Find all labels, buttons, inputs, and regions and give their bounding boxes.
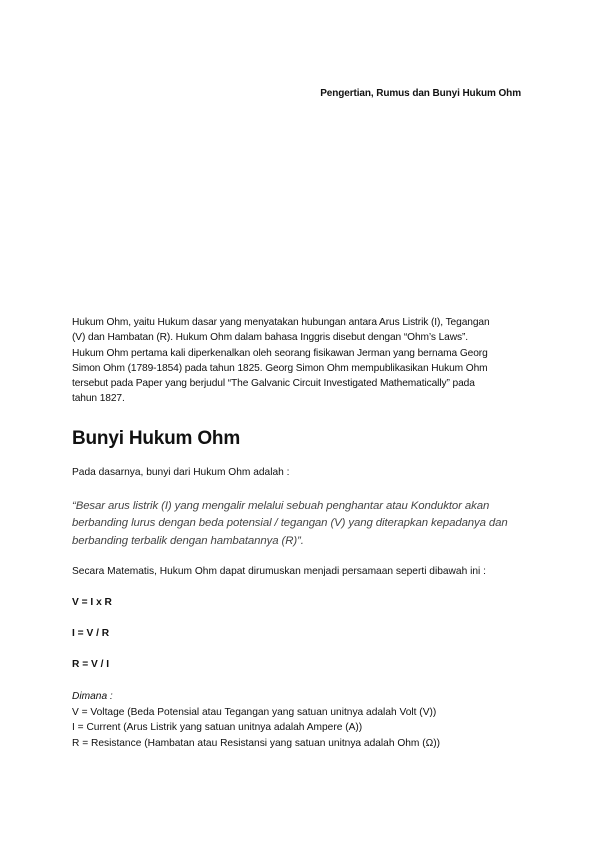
definition-voltage: V = Voltage (Beda Potensial atau Tegangan yang satuan unitnya adalah Volt (V)) (72, 706, 437, 718)
definition-resistance: R = Resistance (Hambatan atau Resistansi yang satuan unitnya adalah Ohm (Ω)) (72, 737, 441, 749)
formula-resistance: R = V / I (72, 659, 110, 671)
formula-voltage: V = I x R (72, 597, 112, 609)
intro-line: (V) dan Hambatan (R). Hukum Ohm dalam bahasa Inggris disebut dengan “Ohm’s Laws”. (72, 332, 469, 344)
lead-sentence: Pada dasarnya, bunyi dari Hukum Ohm adalah : (72, 466, 290, 478)
section-heading: Bunyi Hukum Ohm (72, 427, 241, 449)
intro-line: Simon Ohm (1789-1854) pada tahun 1825. Georg Simon Ohm mempublikasikan Hukum Ohm (72, 362, 488, 374)
intro-line: Hukum Ohm pertama kali diperkenalkan oleh seorang fisikawan Jerman yang bernama Georg (72, 347, 488, 359)
formula-current: I = V / R (72, 628, 110, 640)
page-header-title: Pengertian, Rumus dan Bunyi Hukum Ohm (320, 88, 521, 99)
quote-line: “Besar arus listrik (I) yang mengalir melalui sebuah penghantar atau Konduktor akan (72, 499, 490, 512)
definition-current: I = Current (Arus Listrik yang satuan unitnya adalah Ampere (A)) (72, 722, 363, 734)
law-quote (72, 498, 527, 551)
quote-line: berbanding terbalik dengan hambatannya (R)”. (72, 534, 304, 547)
intro-line: tahun 1827. (72, 393, 125, 405)
document-body (72, 315, 527, 751)
intro-paragraph (72, 315, 527, 407)
intro-line: tersebut pada Paper yang berjudul “The Galvanic Circuit Investigated Mathematically” pada (72, 378, 475, 390)
where-label: Dimana : (72, 691, 113, 703)
intro-line: Hukum Ohm, yaitu Hukum dasar yang menyatakan hubungan antara Arus Listrik (I), Tegangan (72, 317, 490, 328)
formula-intro: Secara Matematis, Hukum Ohm dapat dirumuskan menjadi persamaan seperti dibawah ini : (72, 566, 486, 578)
quote-line: berbanding lurus dengan beda potensial / tegangan (V) yang diterapkan kepadanya dan (72, 517, 508, 530)
